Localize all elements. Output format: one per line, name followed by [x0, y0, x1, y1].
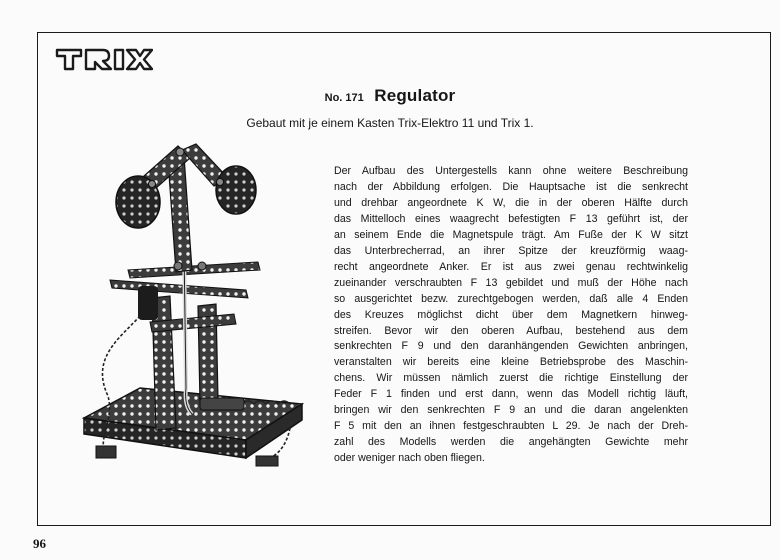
text-line: veranstalten wir bereits eine kleine Betriebsprobe des Maschin- [334, 356, 688, 369]
text-line: des Kreuzes möglichst dicht über dem Magnetkern hinweg- [334, 308, 688, 321]
text-line: zahl des Modells werden die angehängten Gewichte mehr [334, 436, 688, 449]
text-line: zueinander verschraubten F 13 gebildet und muß der Höhe nach [334, 276, 688, 289]
text-line: Feder F 1 finden und erst dann, wenn das Modell richtig läuft, [334, 388, 688, 401]
trix-logo [55, 44, 153, 72]
text-line: bringen wir den senkrechten F 9 an und die daran angelenkten [334, 404, 688, 417]
text-line: senkrechten F 9 und den daranhängenden Gewichten anbringen, [334, 340, 688, 353]
page-subtitle: Gebaut mit je einem Kasten Trix-Elektro 11 und Trix 1. [246, 116, 534, 130]
description-text [334, 164, 688, 467]
text-line: nach der Abbildung erfolgen. Die Hauptsache ist die senkrecht [334, 180, 688, 193]
model-number: No. 171 [324, 92, 364, 104]
text-line: F 5 mit den an ihnen festgeschraubten L 29. Je nach der Dreh- [334, 420, 688, 433]
text-line: recht angeordnete Anker. Er ist aus zwei genau rechtwinkelig [334, 260, 688, 273]
regulator-model-illustration [80, 138, 320, 478]
text-line: oder weniger nach oben fliegen. [334, 452, 485, 465]
text-line: Der Aufbau des Untergestells kann ohne weitere Beschreibung [334, 165, 688, 177]
text-line: und drehbar angeordnete K W, die in der oberen Hälfte durch [334, 196, 688, 209]
text-line: das Mittelloch eines waagrecht befestigten F 13 geführt ist, der [334, 212, 688, 225]
text-line: das Unterbrecherrad, an ihrer Spitze der kreuzförmig waag- [334, 244, 688, 257]
text-line: so ausgerichtet bezw. zurechtgebogen werden, daß alle 4 Enden [334, 292, 688, 305]
page-title: Regulator [374, 86, 456, 105]
text-line: streifen. Bevor wir den oberen Aufbau, bestehend aus dem [334, 324, 688, 337]
text-line: chens. Wir müssen nämlich zuerst die richtige Einstellung der [334, 372, 688, 385]
logo-text: TRIX [55, 44, 58, 45]
text-line: an seinem Ende die Magnetspule trägt. Am Fuße der K W sitzt [334, 228, 688, 241]
page-heading [0, 86, 780, 106]
page-number: 96 [33, 536, 46, 551]
